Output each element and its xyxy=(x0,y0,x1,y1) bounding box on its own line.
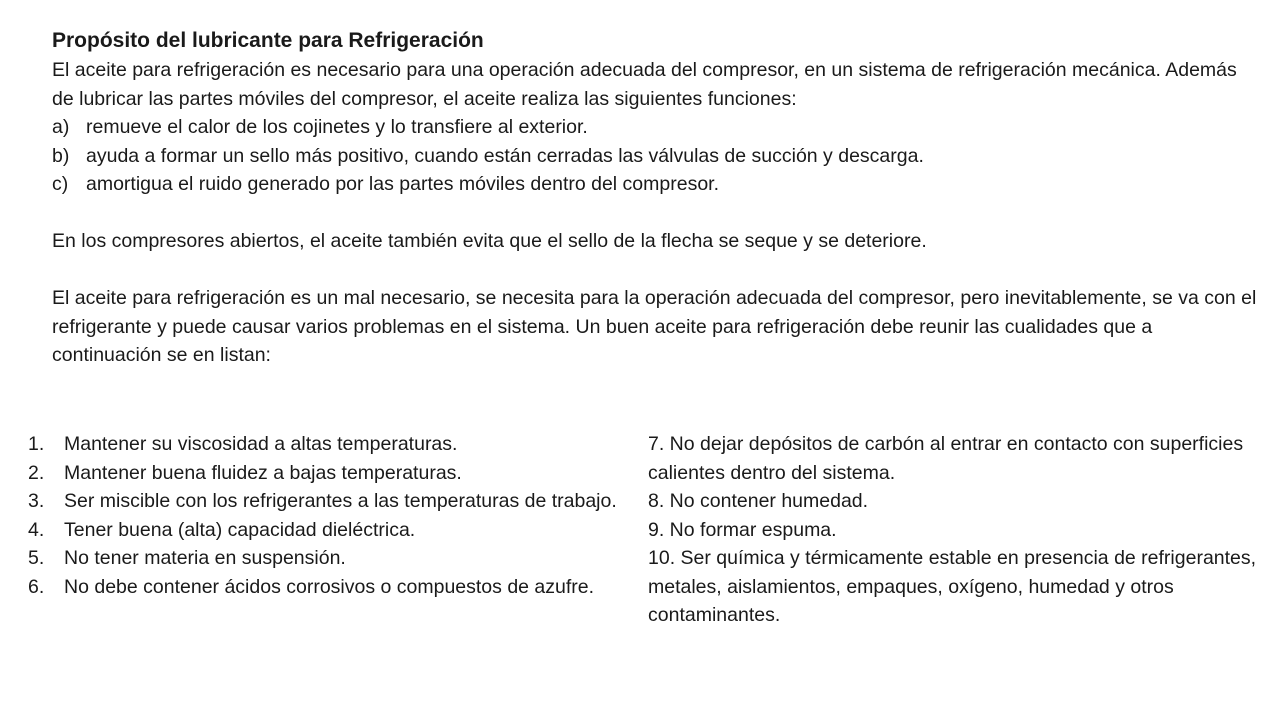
list-item-text: Ser miscible con los refrigerantes a las temperaturas de trabajo. xyxy=(64,490,617,512)
list-item-label: c) xyxy=(52,173,69,195)
list-item-text: No debe contener ácidos corrosivos o compuestos de azufre. xyxy=(64,575,595,598)
necessary-evil-paragraph: El aceite para refrigeración es un mal necesario, se necesita para la operación adecuada del compresor, pero inevitablemente, se va con el refrigerante y puede causar varios problemas en el sistema. Un buen aceite para refrigeración debe reunir las cualidades que a continuación se en listan: xyxy=(52,287,1257,366)
list-item xyxy=(52,113,1262,142)
list-item-text: Tener buena (alta) capacidad dieléctrica. xyxy=(64,518,416,541)
list-item-label: a) xyxy=(52,116,70,138)
list-item: 8. No contener humedad. xyxy=(648,490,869,512)
list-item xyxy=(28,516,628,545)
list-item xyxy=(28,573,628,602)
list-item-text: No tener materia en suspensión. xyxy=(64,547,346,569)
page-title: Propósito del lubricante para Refrigeración xyxy=(52,29,484,52)
list-item xyxy=(52,142,1262,171)
list-item-number: 4. xyxy=(28,518,45,541)
document-body xyxy=(52,26,1262,370)
list-item: 7. No dejar depósitos de carbón al entrar en contacto con superficies calientes dentro del sistema. xyxy=(648,433,1244,484)
list-item-number: 5. xyxy=(28,547,45,569)
list-item xyxy=(28,544,628,573)
qualities-list xyxy=(28,430,628,601)
list-item: 9. No formar espuma. xyxy=(648,518,837,541)
list-item-text: ayuda a formar un sello más positivo, cuando están cerradas las válvulas de succión y descarga. xyxy=(86,144,924,167)
list-item-text: remueve el calor de los cojinetes y lo transfiere al exterior. xyxy=(86,116,588,138)
list-item xyxy=(28,459,628,488)
list-item-number: 2. xyxy=(28,461,45,484)
list-item-text: Mantener buena fluidez a bajas temperaturas. xyxy=(64,461,462,484)
list-item xyxy=(28,487,628,516)
spacer xyxy=(52,256,1262,285)
list-item: 10. Ser química y térmicamente estable en presencia de refrigerantes, metales, aislamientos, empaques, oxígeno, humedad y otros contaminantes. xyxy=(648,547,1257,626)
open-compressors-paragraph: En los compresores abiertos, el aceite también evita que el sello de la flecha se seque y se deteriore. xyxy=(52,230,927,252)
list-item-number: 3. xyxy=(28,490,45,512)
list-item-number: 6. xyxy=(28,575,45,598)
spacer xyxy=(52,199,1262,228)
list-item xyxy=(28,430,628,459)
list-item-number: 1. xyxy=(28,433,45,455)
qualities-right-column xyxy=(648,430,1258,630)
intro-paragraph: El aceite para refrigeración es necesario para una operación adecuada del compresor, en un sistema de refrigeración mecánica. Además de lubricar las partes móviles del compresor, el aceite realiza las siguientes funciones: xyxy=(52,59,1237,110)
functions-list xyxy=(52,113,1262,199)
list-item-label: b) xyxy=(52,144,70,167)
list-item-text: amortigua el ruido generado por las partes móviles dentro del compresor. xyxy=(86,173,720,195)
qualities-left-column xyxy=(28,430,628,601)
list-item-text: Mantener su viscosidad a altas temperaturas. xyxy=(64,433,458,455)
list-item xyxy=(52,170,1262,199)
